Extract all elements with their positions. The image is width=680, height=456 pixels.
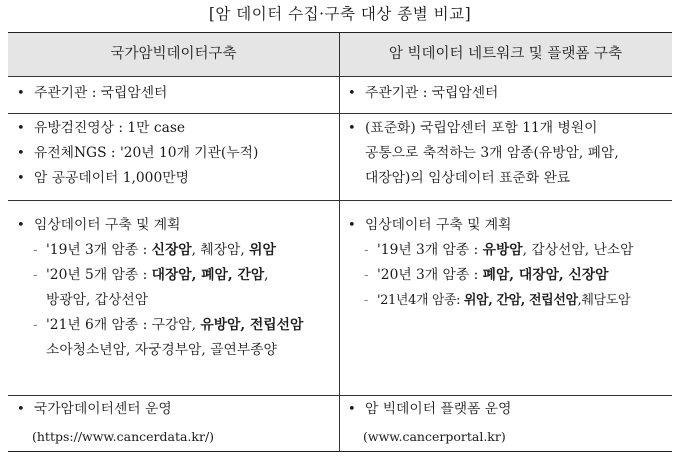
text: '21년4개 암종: (377, 293, 464, 308)
text: , 췌장암, (191, 242, 250, 258)
header-left: 국가암빅데이터구축 (110, 46, 237, 62)
sub-item (339, 238, 672, 263)
row-divider (8, 76, 672, 77)
right-row-platform (339, 397, 672, 449)
table-caption: [암 데이터 수집·구축 대상 종별 비교] (208, 5, 472, 23)
right-row-standard (339, 116, 672, 191)
list-item: • 암 빅데이터 플랫폼 운영 (339, 397, 672, 422)
text: '19년 3개 암종 : (46, 242, 152, 258)
highlight: 대장암, 폐암, 간암 (151, 267, 265, 283)
header-right: 암 빅데이터 네트워크 및 플랫폼 구축 (388, 46, 623, 62)
list-item: • 유전체NGS : '20년 10개 기관(누적) (8, 141, 339, 166)
continuation: 방광암, 갑상선암 (46, 292, 149, 308)
row-divider (8, 113, 672, 114)
text: , (264, 267, 269, 283)
right-row-agency (339, 81, 672, 106)
text: '20년 5개 암종 : (46, 267, 152, 283)
highlight: 유방암, 전립선암 (200, 317, 304, 333)
sub-item (8, 238, 339, 263)
list-item: • (표준화) 국립암센터 포함 11개 병원이 (339, 116, 672, 141)
row-divider (8, 395, 672, 396)
continuation: 공통으로 축적하는 3개 암종(유방암, 폐암, (365, 145, 619, 161)
text: '21년 6개 암종 : 구강암, (46, 317, 201, 333)
sub-item (8, 263, 339, 288)
url-text: (www.cancerportal.kr) (363, 429, 506, 444)
left-row-center (8, 397, 339, 449)
list-item: • 임상데이터 구축 및 계획 (339, 213, 672, 238)
right-row-clinical (339, 213, 672, 313)
highlight: 유방암 (482, 242, 523, 258)
left-row-clinical (8, 213, 339, 363)
highlight: 위암 (249, 242, 276, 258)
text: '19년 3개 암종 : (377, 242, 483, 258)
list-item: • 국가암데이터센터 운영 (8, 397, 339, 422)
continuation: 대장암)의 임상데이터 표준화 완료 (365, 170, 571, 186)
comparison-table (8, 32, 672, 452)
list-item: • 주관기관 : 국립암센터 (8, 81, 339, 106)
highlight: 폐암, 대장암, 신장암 (482, 267, 609, 283)
row-divider (8, 200, 672, 201)
list-item: • 주관기관 : 국립암센터 (339, 81, 672, 106)
list-item: • 유방검진영상 : 1만 case (8, 116, 339, 141)
list-item: • 암 공공데이터 1,000만명 (8, 166, 339, 191)
text: ,췌담도암 (577, 293, 631, 308)
sub-item (339, 288, 672, 313)
highlight: 신장암 (151, 242, 192, 258)
sub-item (8, 313, 339, 338)
left-row-data (8, 116, 339, 191)
list-item: • 임상데이터 구축 및 계획 (8, 213, 339, 238)
table-header-row (8, 33, 672, 76)
text: , 갑상선암, 난소암 (522, 242, 634, 258)
highlight: 위암, 간암, 전립선암 (463, 293, 578, 308)
sub-item (339, 263, 672, 288)
continuation: 소아청소년암, 자궁경부암, 골연부종양 (46, 342, 277, 358)
url-text: (https://www.cancerdata.kr/) (32, 429, 215, 444)
text: '20년 3개 암종 : (377, 267, 483, 283)
left-row-agency (8, 81, 339, 106)
